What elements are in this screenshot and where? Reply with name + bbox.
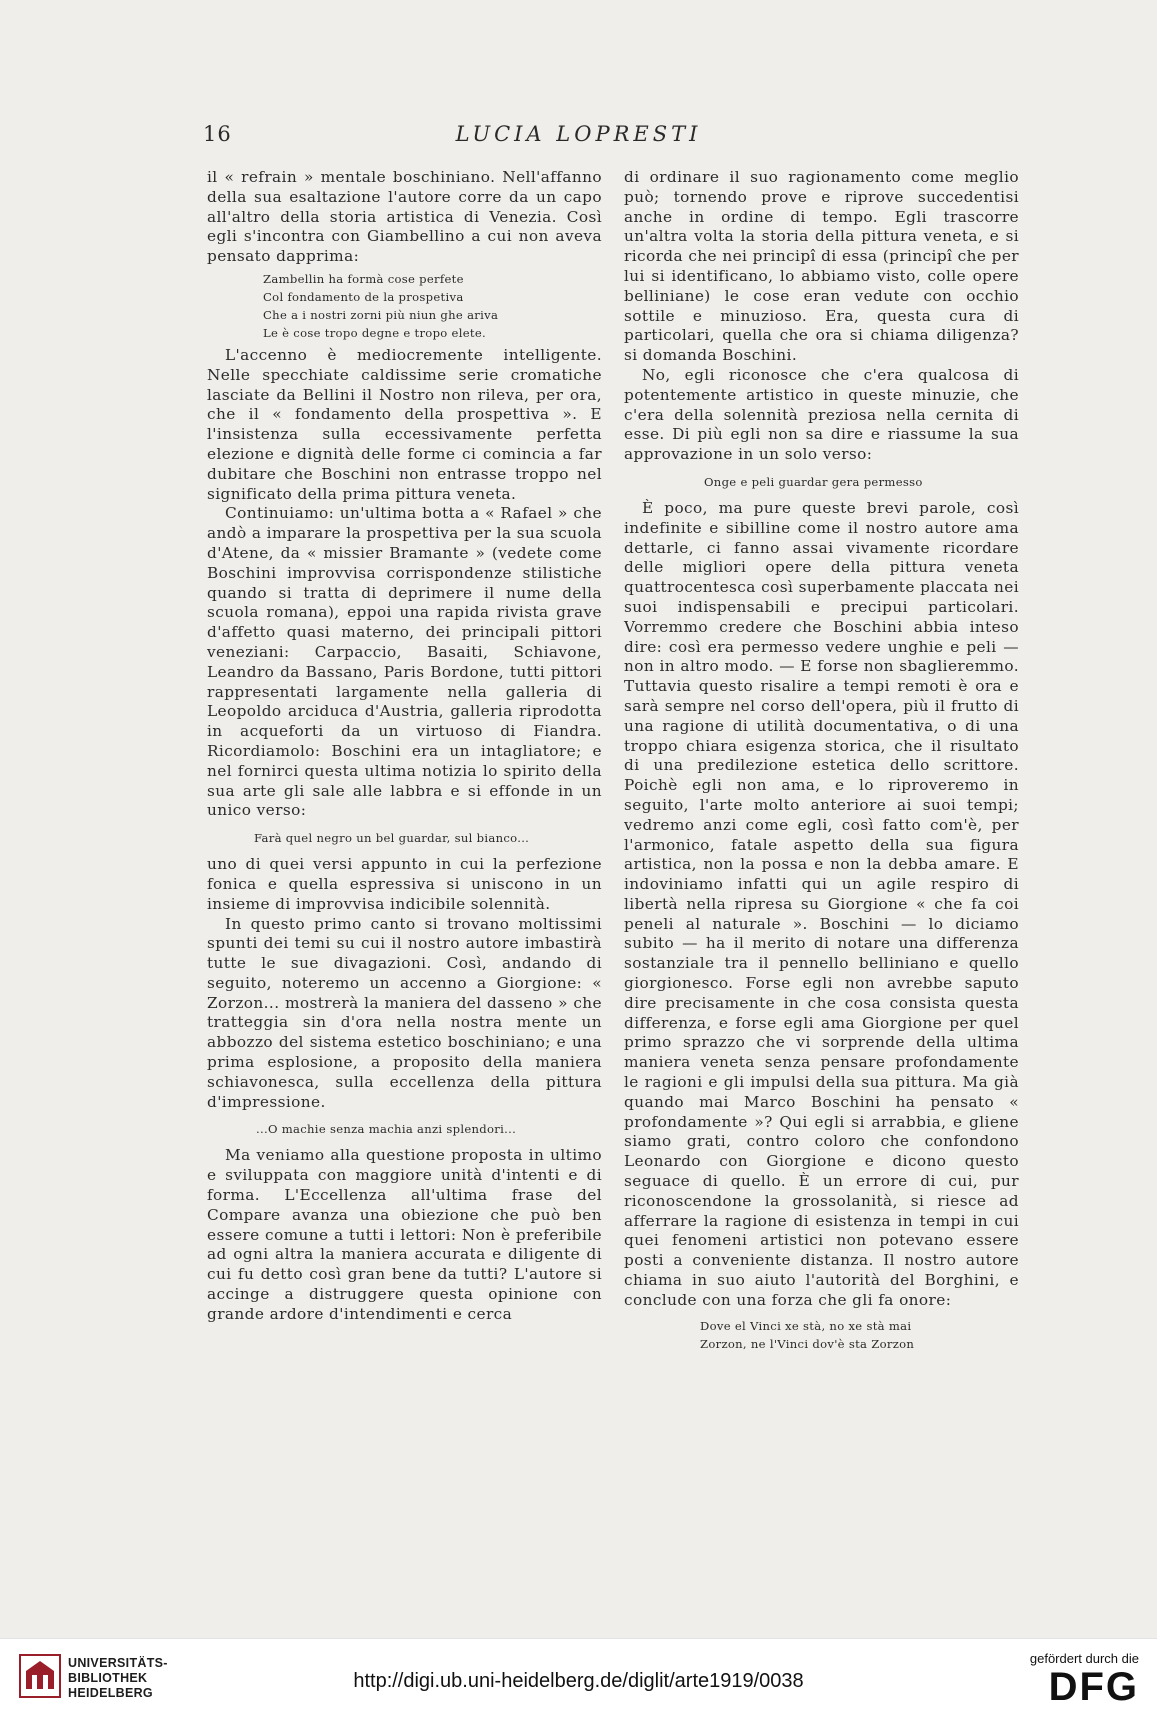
- paragraph: uno di quei versi appunto in cui la perfezione fonica e quella espressiva si uniscono in un insieme di improvvisa indicibile solennità.: [207, 855, 602, 913]
- page-header: [0, 122, 1157, 152]
- verse-quote: [207, 829, 602, 847]
- verse-quote: [624, 473, 1019, 491]
- paragraph: No, egli riconosce che c'era qualcosa di potentemente artistico in queste minuzie, che c'era della solennità preziosa nella cernita di esse. Di più egli non sa dire e riassume la sua approvazione in un solo verso:: [624, 365, 1019, 464]
- paragraph: In questo primo canto si trovano moltissimi spunti dei temi su cui il nostro autore imbastirà tutte le sue divagazioni. Così, andando di seguito, noteremo un accenno a Giorgione: « Zorzon... mostrerà la maniera del dasseno » che tratteggia sin d'ora nella nostra mente un abbozzo del sistema estetico boschiniano; e una prima esplosione, a proposito della maniera schiavonesca, sulla eccellenza della pittura d'impressione.: [207, 914, 602, 1111]
- verse-line: Dove el Vinci xe stà, no xe stà mai: [700, 1318, 912, 1333]
- verse-line: Zorzon, ne l'Vinci dov'è sta Zorzon: [700, 1336, 915, 1351]
- verse-quote: [624, 1317, 1019, 1353]
- paragraph: L'accenno è mediocremente intelligente. Nelle specchiate caldissime serie cromatiche lasciate da Bellini il Nostro non rileva, per ora, che il « fondamento della prospettiva ». E l'insistenza sulla eccessivamente perfetta elezione e dignità delle forme ci comincia a far dubitare che Boschini non entrasse troppo nel significato della prima pittura veneta.: [207, 345, 602, 503]
- funder: [1030, 1651, 1139, 1708]
- verse-line: ...O machie senza machia anzi splendori...: [256, 1122, 517, 1137]
- library-name-line: UNIVERSITÄTS-: [68, 1656, 168, 1670]
- paragraph: Ma veniamo alla questione proposta in ultimo e sviluppata con maggiore unità d'intenti e di forma. L'Eccellenza all'ultima frase del Compare avanza una obiezione che può ben essere comune a tutti i lettori: Non è preferibile ad ogni altra la maniera accurata e diligente di cui fu detto così gran bene da tutti? L'autore si accinge a distruggere questa opinione con grande ardore d'intendimenti e cerca: [207, 1146, 602, 1323]
- verse-line: Zambellin ha formà cose perfete: [263, 271, 464, 286]
- verse-line: Che a i nostri zorni più niun ghe ariva: [263, 307, 499, 322]
- page-number: 16: [203, 122, 232, 146]
- verse-quote: [207, 1120, 602, 1138]
- running-title: LUCIA LOPRESTI: [455, 122, 702, 146]
- library-name-line: HEIDELBERG: [68, 1686, 153, 1700]
- verse-line: Le è cose tropo degne e tropo elete.: [263, 325, 486, 340]
- permalink-url[interactable]: http://digi.ub.uni-heidelberg.de/diglit/arte1919/0038: [353, 1670, 804, 1692]
- verse-line: Col fondamento de la prospetiva: [263, 289, 464, 304]
- paragraph: Continuiamo: un'ultima botta a « Rafael » che andò a imparare la prospettiva per la sua scuola d'Atene, da « missier Bramante » (vedete come Boschini improvvisa corrispondenze stilistiche quando si tratta di deprimere il nume della scuola romana), eppoi una rapida rivista grave d'affetto quasi materno, dei principali pittori veneziani: Carpaccio, Basaiti, Schiavone, Leandro da Bassano, Paris Bordone, tutti pittori rappresentati largamente nella galleria di Leopoldo arciduca d'Austria, galleria riprodotta in acqueforti da un virtuoso di Fiandra. Ricordiamolo: Boschini era un intagliatore; e nel fornirci questa ultima notizia lo spirito della sua arte gli sale alle labbra e si effonde in un unico verso:: [207, 504, 602, 820]
- verse-line: Onge e peli guardar gera permesso: [704, 474, 923, 489]
- library-name-line: BIBLIOTHEK: [68, 1671, 148, 1685]
- paragraph: il « refrain » mentale boschiniano. Nell'affanno della sua esaltazione l'autore corre da un capo all'altro della storia artistica di Venezia. Così egli s'incontra con Giambellino a cui non aveva pensato dapprima:: [207, 168, 602, 266]
- paragraph: È poco, ma pure queste brevi parole, così indefinite e sibilline come il nostro autore ama dettarle, ci fanno assai vivamente ricordare delle migliori opere della pittura veneta quattrocentesca così superbamente placcata nei suoi indispensabili e precipui particolari. Vorremmo credere che Boschini abbia inteso dire: così era permesso vedere unghie e peli — non in altro modo. — E forse non sbaglieremmo. Tuttavia questo risalire a tempi remoti è ora e sarà sempre nel corso dell'opera, più il frutto di una ragione di utilità documentativa, o di una troppo chiara esigenza storica, che il risultato di una predilezione estetica dello scrittore. Poichè egli non ama, e lo riproveremo in seguito, l'arte molto anteriore ai suoi tempi; vedremo anzi come egli, così fatto com'è, per l'armonico, fatale aspetto della sua figura artistica, non la possa e non la debba amare. E indoviniamo infatti qui un agile respiro di libertà nella ripresa su Giorgione « che fa coi peneli al naturale ». Boschini — lo diciamo subito — ha il merito di notare una differenza sostanziale tra il pennello belliniano e quello giorgionesco. Forse egli non avrebbe saputo dire precisamente in che cosa consista questa differenza, e forse egli ama Giorgione per quel primo sprazzo che vi sorprende della ultima maniera veneta senza pensare profondamente le ragioni e gli impulsi della sua pittura. Ma già quando mai Marco Boschini ha pensato « profondamente »? Qui egli si arrabbia, e gliene siamo grati, contro coloro che confondono Leonardo con Giorgione e dicono questo seguace di quello. È un errore di cui, pur riconoscendone la grossolanità, si riesce ad afferrare la ragione di esistenza in tempi in cui quei fenomeni artistici non potevano essere posti a conveniente distanza. Il nostro autore chiama in suo aiuto l'autorità del Borghini, e conclude con una forza che gli fa onore:: [624, 498, 1019, 1309]
- verse-quote: [207, 270, 602, 342]
- dfg-logo: DFG: [1048, 1665, 1139, 1709]
- digitization-footer: [0, 1638, 1157, 1728]
- verse-line: Farà quel negro un bel guardar, sul bianco...: [254, 831, 530, 846]
- right-column: [624, 168, 1019, 1353]
- paragraph: di ordinare il suo ragionamento come meglio può; tornendo prove e riprove succedentisi anche in ordine di tempo. Egli trascorre un'altra volta la storia della pittura veneta, e si ricorda che nei principî di essa (principî che per lui si identificano, lo abbiamo visto, colle opere belliniane) le cose eran vedute con occhio sottile e minuzioso. Era, questa cura di particolari, quella che ora si chiama diligenza? si domanda Boschini.: [624, 168, 1019, 365]
- left-column: [207, 168, 602, 1325]
- funder-note: gefördert durch die: [1029, 1651, 1139, 1666]
